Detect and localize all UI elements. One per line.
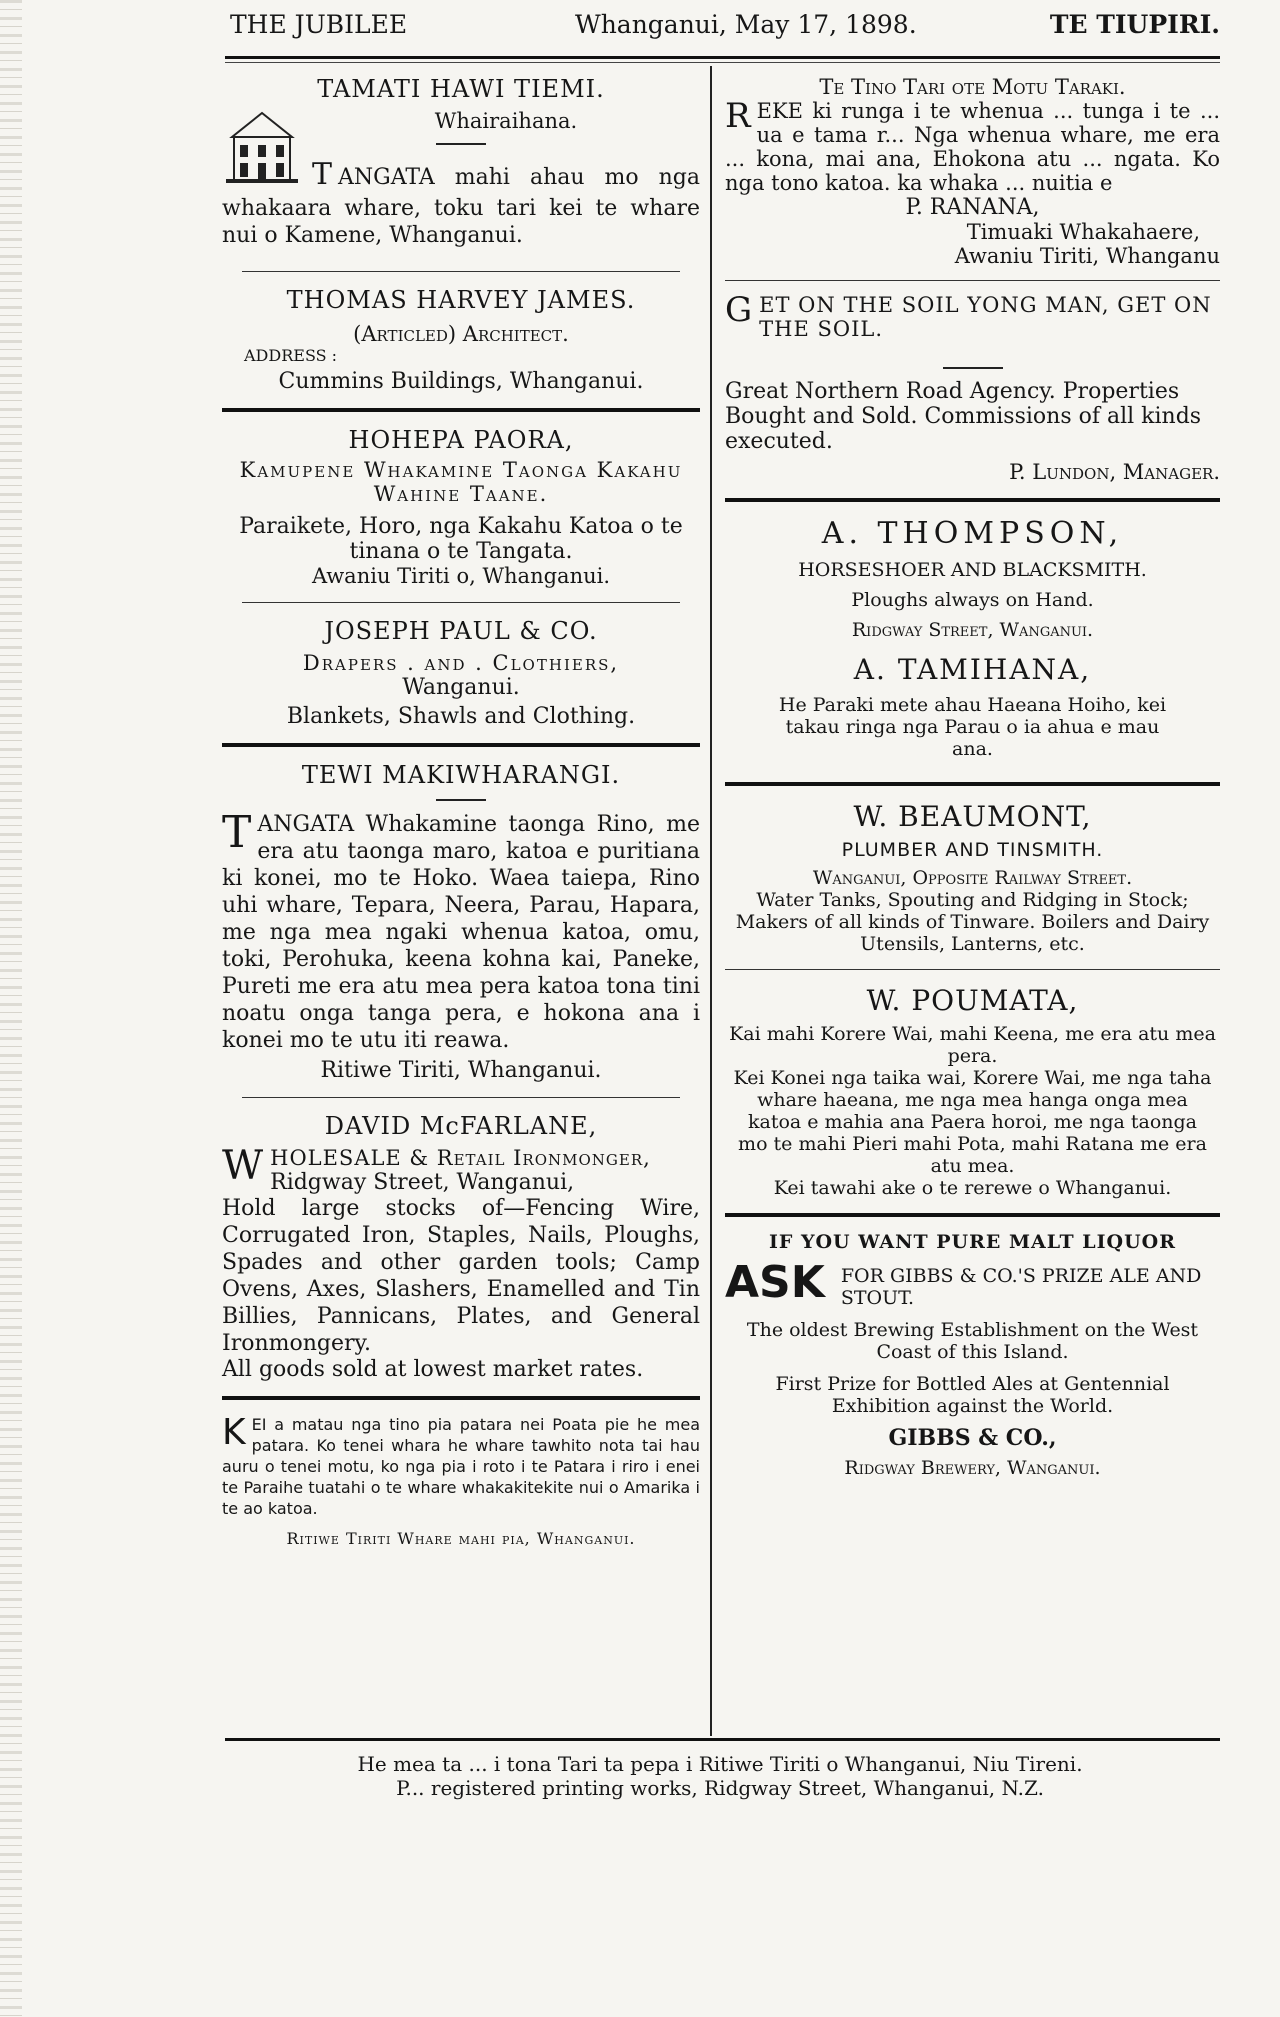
short-rule (436, 143, 486, 145)
ad-name: P. RANANA, (905, 195, 1040, 220)
ad-poumata (725, 984, 1220, 1199)
ad-line: FOR GIBBS & CO.'S PRIZE ALE AND STOUT. (840, 1265, 1202, 1309)
page-footer (225, 1752, 1215, 1800)
dropcap: K (222, 1412, 246, 1453)
ad-body: ANGATA Whakamine taonga Rino, me era atu taonga maro, katoa e puritiana ki konei, mo te Hoko. Waea taiepa, Rino uhi whare, Tepara, Neera, Parau, Hapara, me nga mea ngaki whenua katoa, omu, toki, Perohuka, keena kohna kai, Paneke, Pureti me era atu mea pera katoa tona tini noatu onga tanga pera, e hokona ana i konei mo te utu iti reawa. (222, 812, 700, 1053)
ad-title: A. TAMIHANA, (853, 653, 1092, 686)
divider (242, 602, 680, 603)
ad-subtitle: PLUMBER AND TINSMITH. (841, 839, 1104, 861)
footer-line: He mea ta ... i tona Tari ta pepa i Ritiwe Tiriti o Whanganui, Niu Tireni. (357, 1752, 1083, 1776)
ad-title: THOMAS HARVEY JAMES. (286, 286, 636, 314)
divider-thick (725, 1213, 1220, 1217)
ad-address: Ritiwe Tiriti Whare mahi pia, Whanganui. (286, 1529, 636, 1548)
ad-address: Awaniu Tiriti, Whanganu (954, 244, 1220, 268)
ad-line: HOLESALE & Retail Ironmonger, (270, 1146, 651, 1170)
ad-line: Ridgway Street, Wanganui, (270, 1170, 575, 1195)
ad-lundon (725, 379, 1220, 484)
ad-body: Hold large stocks of—Fencing Wire, Corrugated Iron, Staples, Nails, Ploughs, Spades and other garden tools; Camp Ovens, Axes, Slashers, Enamelled and Tin Billies, Pannicans, Plates, and General Ironmongery. (222, 1196, 700, 1356)
house-icon (222, 107, 302, 185)
short-rule (943, 367, 1003, 369)
ad-title: HOHEPA PAORA, (348, 426, 574, 454)
ad-body: Kei Konei nga taika wai, Korere Wai, me nga taha whare haeana, me nga mea hanga onga mea katoa e mahia ana Paera horoi, me nga taonga mo te mahi Pieri mahi Pota, mahi Ratana me era atu mea. (733, 1067, 1212, 1177)
short-rule (436, 799, 486, 801)
ad-thompson (725, 516, 1220, 641)
dropcap: R (725, 96, 751, 136)
right-column (725, 75, 1220, 1479)
left-column (222, 75, 700, 1548)
address-label: ADDRESS : (244, 346, 338, 365)
divider (725, 969, 1220, 970)
ad-gibbs (725, 1231, 1220, 1479)
ad-subtitle: HORSESHOER AND BLACKSMITH. (798, 559, 1147, 581)
ad-body: ANGATA mahi ahau mo nga whakaara whare, toku tari kei te whare nui o Kamene, Whanganui. (222, 165, 700, 248)
divider (242, 1097, 680, 1098)
header-date: Whanganui, May 17, 1898. (575, 10, 917, 39)
ad-tewi (222, 761, 700, 1083)
ad-title: Te Tino Tari ote Motu Taraki. (819, 75, 1126, 99)
ad-body: ET ON THE SOIL YONG MAN, GET ON THE SOIL. (759, 293, 1212, 341)
column-divider (710, 66, 712, 1736)
dropcap: G (725, 290, 754, 330)
ad-line: Water Tanks, Spouting and Ridging in Stock; (756, 889, 1189, 911)
ad-line: Drapers . and . Clothiers, (302, 651, 620, 675)
ad-subtitle: (Articled) Architect. (353, 322, 569, 346)
ad-line: Blankets, Shawls and Clothing. (286, 704, 636, 729)
header-rule (225, 56, 1220, 59)
divider (725, 280, 1220, 281)
divider (242, 271, 680, 272)
ad-body: He Paraki mete ahau Haeana Hoiho, kei takau ringa nga Parau o ia ahua e mau ana. (778, 694, 1167, 760)
ad-headline: IF YOU WANT PURE MALT LIQUOR (768, 1231, 1177, 1253)
ad-line: Makers of all kinds of Tinware. Boilers and Dairy Utensils, Lanterns, etc. (735, 911, 1210, 955)
ad-line: Wahine Taane. (373, 482, 549, 506)
ad-address: Awaniu Tiriti o, Whanganui. (311, 564, 611, 588)
ad-body: EKE ki runga i te whenua ... tunga i te ... ua e tama r... Nga whenua whare, me era ... kona, mai ana, Ehokona atu ... ngata. Ko nga tono katoa. ka whaka ... nuitia e (725, 99, 1220, 195)
ad-title: A. THOMPSON, (821, 516, 1124, 551)
ad-line: All goods sold at lowest market rates. (222, 1357, 644, 1382)
ad-line: Kamupene Whakamine Taonga Kakahu (239, 458, 683, 482)
ad-paora (222, 426, 700, 588)
ad-role: Timuaki Whakahaere, (966, 220, 1200, 244)
ad-title: TAMATI HAWI TIEMI. (317, 75, 605, 103)
ad-title: DAVID McFARLANE, (324, 1112, 598, 1140)
ad-body: The oldest Brewing Establishment on the West Coast of this Island. (746, 1319, 1199, 1363)
divider-thick (222, 743, 700, 747)
ad-address: Cummins Buildings, Whanganui. (278, 369, 644, 394)
ask-word: ASK (725, 1261, 825, 1308)
divider-thick (222, 408, 700, 412)
ad-name: GIBBS & CO., (888, 1425, 1057, 1451)
ad-address: Ridgway Brewery, Wanganui. (844, 1457, 1101, 1479)
ad-tamihana (725, 653, 1220, 760)
ad-line: Ridgway Street, Wanganui. (851, 619, 1094, 641)
ad-line: Wanganui. (402, 675, 520, 700)
divider-thick (222, 1396, 700, 1400)
ad-subtitle: Whairaihana. (434, 109, 578, 133)
ad-line: Wanganui, Opposite Railway Street. (812, 867, 1133, 889)
ad-poata (222, 1414, 700, 1548)
divider-thick (725, 498, 1220, 502)
ad-body: Kai mahi Korere Wai, mahi Keena, me era atu mea pera. (729, 1023, 1216, 1067)
footer-rule (225, 1738, 1220, 1741)
ad-body: Paraikete, Horo, nga Kakahu Katoa o te tinana o te Tangata. (239, 514, 683, 564)
ad-title: JOSEPH PAUL & CO. (324, 617, 598, 645)
ad-line: Ploughs always on Hand. (851, 589, 1094, 611)
ad-address: Ritiwe Tiriti, Whanganui. (320, 1058, 602, 1083)
ad-mcfarlane (222, 1112, 700, 1382)
dropcap: T (312, 157, 333, 192)
dropcap: W (222, 1143, 265, 1189)
ad-body: First Prize for Bottled Ales at Gentennial Exhibition against the World. (775, 1373, 1170, 1417)
page-edge-stain (0, 0, 22, 2017)
ad-tiemi (222, 75, 700, 249)
header-title: THE JUBILEE (230, 10, 408, 39)
footer-line: P... registered printing works, Ridgway Street, Whanganui, N.Z. (396, 1776, 1044, 1800)
ad-ranana (725, 75, 1220, 268)
ad-title: W. POUMATA, (866, 984, 1079, 1017)
ad-signature: P. Lundon, Manager. (1009, 460, 1220, 484)
ad-body: Kei tawahi ake o te rerewe o Whanganui. (773, 1177, 1172, 1199)
dropcap: T (222, 807, 252, 858)
divider-thick (725, 782, 1220, 786)
header-rule-thin (225, 62, 1220, 63)
ad-title: W. BEAUMONT, (853, 800, 1092, 833)
ad-body: Great Northern Road Agency. Properties Bought and Sold. Commissions of all kinds executed. (725, 379, 1202, 454)
ad-body: EI a matau nga tino pia patara nei Poata pie he mea patara. Ko tenei whara he whare tawhito nota tai hau auru o tenei motu, ko nga pia i roto i te Patara i riro i enei te Paraihe tuatahi o te whare whakakitekite nui o Amarika i te ao katoa. (222, 1415, 700, 1518)
ad-title: TEWI MAKIWHARANGI. (301, 761, 621, 789)
ad-soil (725, 290, 1220, 341)
page-header (230, 10, 1220, 50)
ad-paul (222, 617, 700, 729)
ad-james (222, 286, 700, 394)
header-masthead: TE TIUPIRI. (1049, 10, 1220, 39)
ad-beaumont (725, 800, 1220, 955)
